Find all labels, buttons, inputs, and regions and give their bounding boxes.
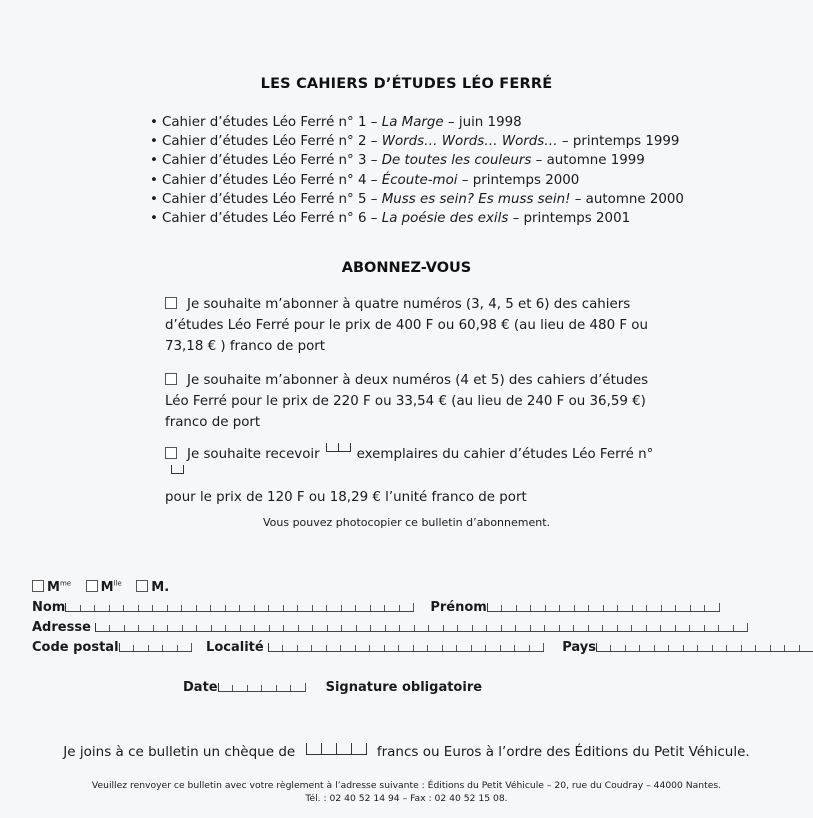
field-cell (255, 625, 270, 631)
nom-label: Nom (32, 600, 66, 615)
issues-list (150, 113, 684, 228)
field-cell (154, 625, 169, 631)
photocopy-note: Vous pouvez photocopier ce bulletin d’abonnement. (262, 516, 551, 529)
field-cell (597, 645, 612, 651)
field-cell (727, 645, 742, 651)
field-cell (705, 625, 720, 631)
field-cell (110, 605, 125, 611)
field-cell (66, 605, 81, 611)
field-cell (662, 605, 677, 611)
page-title: LES CAHIERS D’ÉTUDES LÉO FERRÉ (260, 76, 553, 92)
field-cell (589, 605, 604, 611)
date-field[interactable] (218, 683, 306, 692)
field-cell (611, 645, 626, 651)
field-cell (545, 625, 560, 631)
field-cell (661, 625, 676, 631)
field-cell (457, 645, 472, 651)
field-cell (226, 625, 241, 631)
localite-label: Localité (206, 640, 264, 655)
footer-line-address: Veuillez renvoyer ce bulletin avec votre règlement à l’adresse suivante : Éditions du Petit Véhicule – 20, rue du Coudray – 44000 Nantes. (91, 780, 722, 791)
field-cell (756, 645, 771, 651)
field-cell (444, 625, 459, 631)
field-cell (386, 625, 401, 631)
field-cell (124, 605, 139, 611)
field-cell (604, 605, 619, 611)
field-cell (371, 625, 386, 631)
option-four-checkbox[interactable] (165, 297, 177, 309)
field-cell (226, 605, 241, 611)
field-cell (632, 625, 647, 631)
field-cell (785, 645, 800, 651)
field-cell (277, 685, 292, 691)
field-cell (676, 625, 691, 631)
field-cell (241, 625, 256, 631)
field-cell (153, 605, 168, 611)
issue-number-field[interactable] (171, 465, 184, 474)
field-cell (385, 605, 400, 611)
field-cell (110, 625, 125, 631)
field-cell (168, 605, 183, 611)
field-cell (356, 645, 371, 651)
field-cell (327, 645, 342, 651)
field-cell (669, 645, 684, 651)
field-cell (458, 625, 473, 631)
field-cell (299, 625, 314, 631)
civility-options (32, 580, 179, 595)
footer-line-phone: Tél. : 02 40 52 14 94 – Fax : 02 40 52 15 08. (305, 793, 508, 804)
adresse-label: Adresse (32, 620, 91, 635)
field-cell (163, 645, 178, 651)
field-cell (575, 605, 590, 611)
field-cell (647, 605, 662, 611)
field-cell (298, 605, 313, 611)
code-postal-label: Code postal (32, 640, 119, 655)
field-cell (742, 645, 757, 651)
pays-field[interactable] (596, 643, 813, 652)
list-item: • Cahier d’études Léo Ferré n° 4 – Écoute-moi – printemps 2000 (150, 172, 580, 188)
list-item: • Cahier d’études Léo Ferré n° 5 – Muss es sein? Es muss sein! – automne 2000 (150, 191, 684, 207)
field-cell (473, 625, 488, 631)
field-cell (328, 625, 343, 631)
field-cell (139, 605, 154, 611)
field-cell (647, 625, 662, 631)
field-cell (443, 645, 458, 651)
field-cell (356, 605, 371, 611)
name-row (32, 600, 720, 615)
field-cell (690, 625, 705, 631)
field-cell (81, 605, 96, 611)
field-cell (134, 645, 149, 651)
civility-mme[interactable]: $M^{me}$ (32, 580, 71, 595)
field-cell (269, 605, 284, 611)
date-label: Date (183, 680, 218, 695)
field-cell (95, 605, 110, 611)
field-cell (589, 625, 604, 631)
field-cell (270, 625, 285, 631)
mlle-checkbox[interactable] (86, 580, 98, 592)
list-item: • Cahier d’études Léo Ferré n° 3 – De toutes les couleurs – automne 1999 (150, 153, 645, 169)
subscribe-heading: ABONNEZ-VOUS (341, 260, 472, 276)
field-cell (546, 605, 561, 611)
localite-field[interactable] (268, 643, 545, 652)
field-cell (240, 605, 255, 611)
field-cell (698, 645, 713, 651)
field-cell (531, 605, 546, 611)
field-cell (96, 625, 111, 631)
field-cell (342, 605, 357, 611)
cheque-amount-field[interactable] (306, 743, 367, 755)
field-cell (516, 625, 531, 631)
field-cell (472, 645, 487, 651)
field-cell (400, 603, 415, 611)
option-two-checkbox[interactable] (165, 373, 177, 385)
field-cell (684, 645, 699, 651)
prenom-field[interactable] (487, 603, 720, 612)
field-cell (149, 645, 164, 651)
field-cell (676, 605, 691, 611)
field-cell (385, 645, 400, 651)
list-item: • Cahier d’études Léo Ferré n° 2 – Words… Words… Words… – printemps 1999 (150, 134, 680, 150)
list-item: • Cahier d’études Léo Ferré n° 1 – La Marge – juin 1998 (150, 115, 522, 130)
quantity-field[interactable] (326, 443, 351, 452)
field-cell (125, 625, 140, 631)
field-cell (800, 645, 813, 651)
field-cell (560, 625, 575, 631)
signature-label: Signature obligatoire (325, 680, 483, 695)
field-cell (139, 625, 154, 631)
field-cell (487, 625, 502, 631)
locality-row (32, 640, 813, 655)
field-cell (197, 605, 212, 611)
field-cell (262, 685, 277, 691)
field-cell (515, 645, 530, 651)
cheque-line: Je joins à ce bulletin un chèque de francs ou Euros à l’ordre des Éditions du Petit Véhicule. (63, 744, 750, 760)
civility-m[interactable]: M. (136, 580, 169, 595)
field-cell (719, 625, 734, 631)
prenom-label: Prénom (430, 600, 487, 615)
field-cell (178, 643, 193, 651)
field-cell (120, 645, 135, 651)
field-cell (705, 603, 720, 611)
address-row (32, 620, 748, 635)
field-cell (341, 645, 356, 651)
mme-checkbox[interactable] (32, 580, 44, 592)
field-cell (371, 605, 386, 611)
field-cell (655, 645, 670, 651)
field-cell (269, 645, 284, 651)
field-cell (428, 645, 443, 651)
field-cell (531, 625, 546, 631)
field-cell (517, 605, 532, 611)
footer-address (0, 779, 813, 805)
field-cell (603, 625, 618, 631)
field-cell (618, 625, 633, 631)
field-cell (501, 645, 516, 651)
field-cell (415, 625, 430, 631)
field-cell (313, 625, 328, 631)
field-cell (212, 625, 227, 631)
field-cell (183, 625, 198, 631)
field-cell (284, 605, 299, 611)
field-cell (168, 625, 183, 631)
field-cell (357, 625, 372, 631)
field-cell (560, 605, 575, 611)
field-cell (633, 605, 648, 611)
option-single-checkbox[interactable] (165, 447, 177, 459)
nom-field[interactable] (65, 603, 414, 612)
code-postal-field[interactable] (119, 643, 193, 652)
field-cell (618, 605, 633, 611)
field-cell (502, 605, 517, 611)
field-cell (429, 625, 444, 631)
field-cell (283, 645, 298, 651)
field-cell (713, 645, 728, 651)
field-cell (284, 625, 299, 631)
field-cell (502, 625, 517, 631)
field-cell (574, 625, 589, 631)
field-cell (291, 683, 306, 691)
field-cell (640, 645, 655, 651)
field-cell (734, 623, 749, 631)
option-four-issues: Je souhaite m’abonner à quatre numéros (3, 4, 5 et 6) des cahiers d’études Léo Ferré pour le prix de 400 F ou 60,98 € (au lieu de 480 F ou 73,18 € ) franco de port (165, 297, 648, 354)
field-cell (486, 645, 501, 651)
pays-label: Pays (562, 640, 596, 655)
list-item: • Cahier d’études Léo Ferré n° 6 – La poésie des exils – printemps 2001 (150, 211, 631, 227)
field-cell (197, 625, 212, 631)
field-cell (399, 645, 414, 651)
field-cell (312, 645, 327, 651)
field-cell (182, 605, 197, 611)
date-signature-row (183, 680, 482, 695)
field-cell (414, 645, 429, 651)
m-checkbox[interactable] (136, 580, 148, 592)
option-two-issues: Je souhaite m’abonner à deux numéros (4 et 5) des cahiers d’études Léo Ferré pour le prix de 220 F ou 33,54 € (au lieu de 240 F ou 36,59 €) franco de port (165, 373, 649, 430)
field-cell (219, 685, 234, 691)
field-cell (691, 605, 706, 611)
field-cell (400, 625, 415, 631)
field-cell (298, 645, 313, 651)
field-cell (313, 605, 328, 611)
option-single-issue: Je souhaite recevoir exemplaires du cahier d’études Léo Ferré n° pour le prix de 120 F ou 18,29 € l’unité franco de port (165, 443, 665, 508)
field-cell (255, 605, 270, 611)
field-cell (342, 625, 357, 631)
field-cell (233, 685, 248, 691)
field-cell (626, 645, 641, 651)
field-cell (248, 685, 263, 691)
field-cell (771, 645, 786, 651)
field-cell (211, 605, 226, 611)
adresse-field[interactable] (95, 623, 749, 632)
field-cell (327, 605, 342, 611)
field-cell (488, 605, 503, 611)
civility-mlle[interactable]: $M^{lle}$ (86, 580, 122, 595)
field-cell (370, 645, 385, 651)
field-cell (530, 643, 545, 651)
